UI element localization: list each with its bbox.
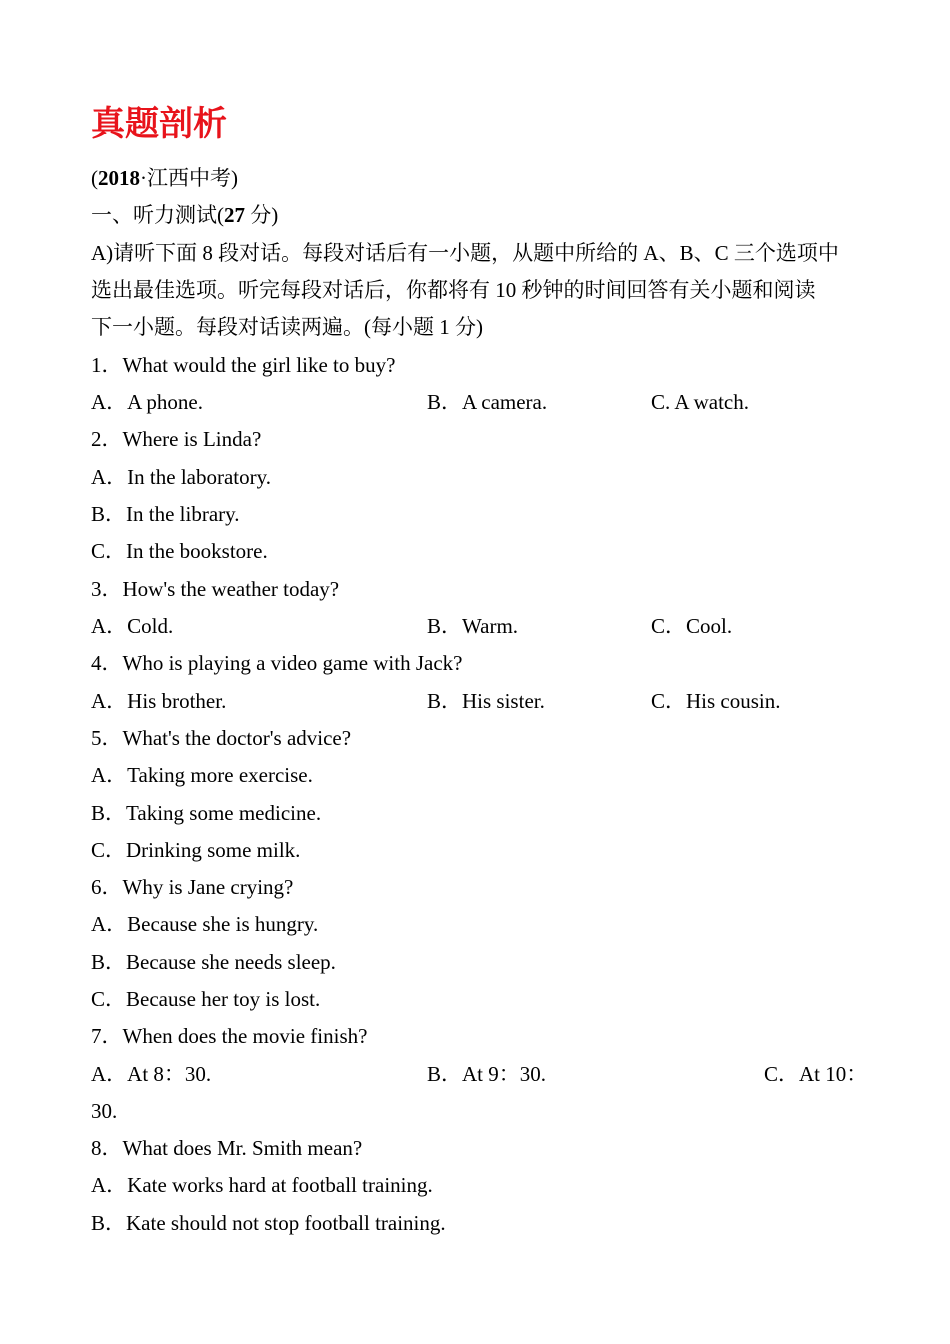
source-text: ·江西中考) bbox=[140, 166, 238, 190]
source-year: 2018 bbox=[98, 166, 140, 190]
question-4-option-b: B．His sister. bbox=[427, 689, 545, 713]
question-3-options bbox=[91, 608, 861, 645]
question-8-stem: 8．What does Mr. Smith mean? bbox=[91, 1136, 363, 1160]
question-3-option-b: B．Warm. bbox=[427, 614, 519, 638]
question-4-option-c: C．His cousin. bbox=[651, 689, 781, 713]
question-6-option-b: B．Because she needs sleep. bbox=[91, 950, 336, 974]
question-7-options bbox=[91, 1056, 868, 1093]
instructions-line-2: 选出最佳选项。听完每段对话后，你都将有 10 秒钟的时间回答有关小题和阅读 bbox=[91, 278, 816, 302]
section-prefix: 一、听力测试( bbox=[91, 203, 224, 227]
question-7-option-b: B．At 9：30. bbox=[427, 1062, 547, 1086]
page-title: 真题剖析 bbox=[91, 104, 227, 144]
question-1-option-a: A．A phone. bbox=[91, 390, 203, 414]
question-7-option-c-continued: 30. bbox=[91, 1099, 118, 1123]
question-5-stem: 5．What's the doctor's advice? bbox=[91, 726, 352, 750]
question-1-option-b: B．A camera. bbox=[427, 390, 548, 414]
source-line: (2018·江西中考) bbox=[91, 166, 238, 190]
question-2-option-b: B．In the library. bbox=[91, 502, 240, 526]
question-6-option-a: A．Because she is hungry. bbox=[91, 912, 319, 936]
question-5-option-a: A．Taking more exercise. bbox=[91, 763, 313, 787]
question-1-stem: 1．What would the girl like to buy? bbox=[91, 353, 396, 377]
question-3-option-c: C．Cool. bbox=[651, 614, 733, 638]
instructions-line-1: A)请听下面 8 段对话。每段对话后有一小题，从题中所给的 A、B、C 三个选项中 bbox=[91, 241, 839, 265]
question-4-option-a: A．His brother. bbox=[91, 689, 227, 713]
section-points: 27 bbox=[224, 203, 245, 227]
question-7-stem: 7．When does the movie finish? bbox=[91, 1024, 368, 1048]
question-2-option-a: A．In the laboratory. bbox=[91, 465, 271, 489]
question-4-stem: 4．Who is playing a video game with Jack? bbox=[91, 651, 463, 675]
question-5-option-c: C．Drinking some milk. bbox=[91, 838, 301, 862]
question-8-option-a: A．Kate works hard at football training. bbox=[91, 1173, 433, 1197]
question-3-stem: 3．How's the weather today? bbox=[91, 577, 340, 601]
question-4-options bbox=[91, 683, 861, 720]
question-1-option-c: C. A watch. bbox=[651, 390, 749, 414]
question-2-stem: 2．Where is Linda? bbox=[91, 427, 262, 451]
question-5-option-b: B．Taking some medicine. bbox=[91, 801, 322, 825]
section-heading bbox=[91, 197, 861, 234]
question-7-option-a: A．At 8：30. bbox=[91, 1062, 212, 1086]
section-suffix: 分) bbox=[245, 203, 279, 227]
instructions-line-3: 下一小题。每段对话读两遍。(每小题 1 分) bbox=[91, 315, 483, 339]
question-6-option-c: C．Because her toy is lost. bbox=[91, 987, 321, 1011]
question-2-option-c: C．In the bookstore. bbox=[91, 539, 268, 563]
question-8-option-b: B．Kate should not stop football training. bbox=[91, 1211, 446, 1235]
question-6-stem: 6．Why is Jane crying? bbox=[91, 875, 294, 899]
question-3-option-a: A．Cold. bbox=[91, 614, 174, 638]
question-7-option-c: C．At 10： bbox=[764, 1062, 868, 1086]
question-1-options bbox=[91, 384, 861, 421]
